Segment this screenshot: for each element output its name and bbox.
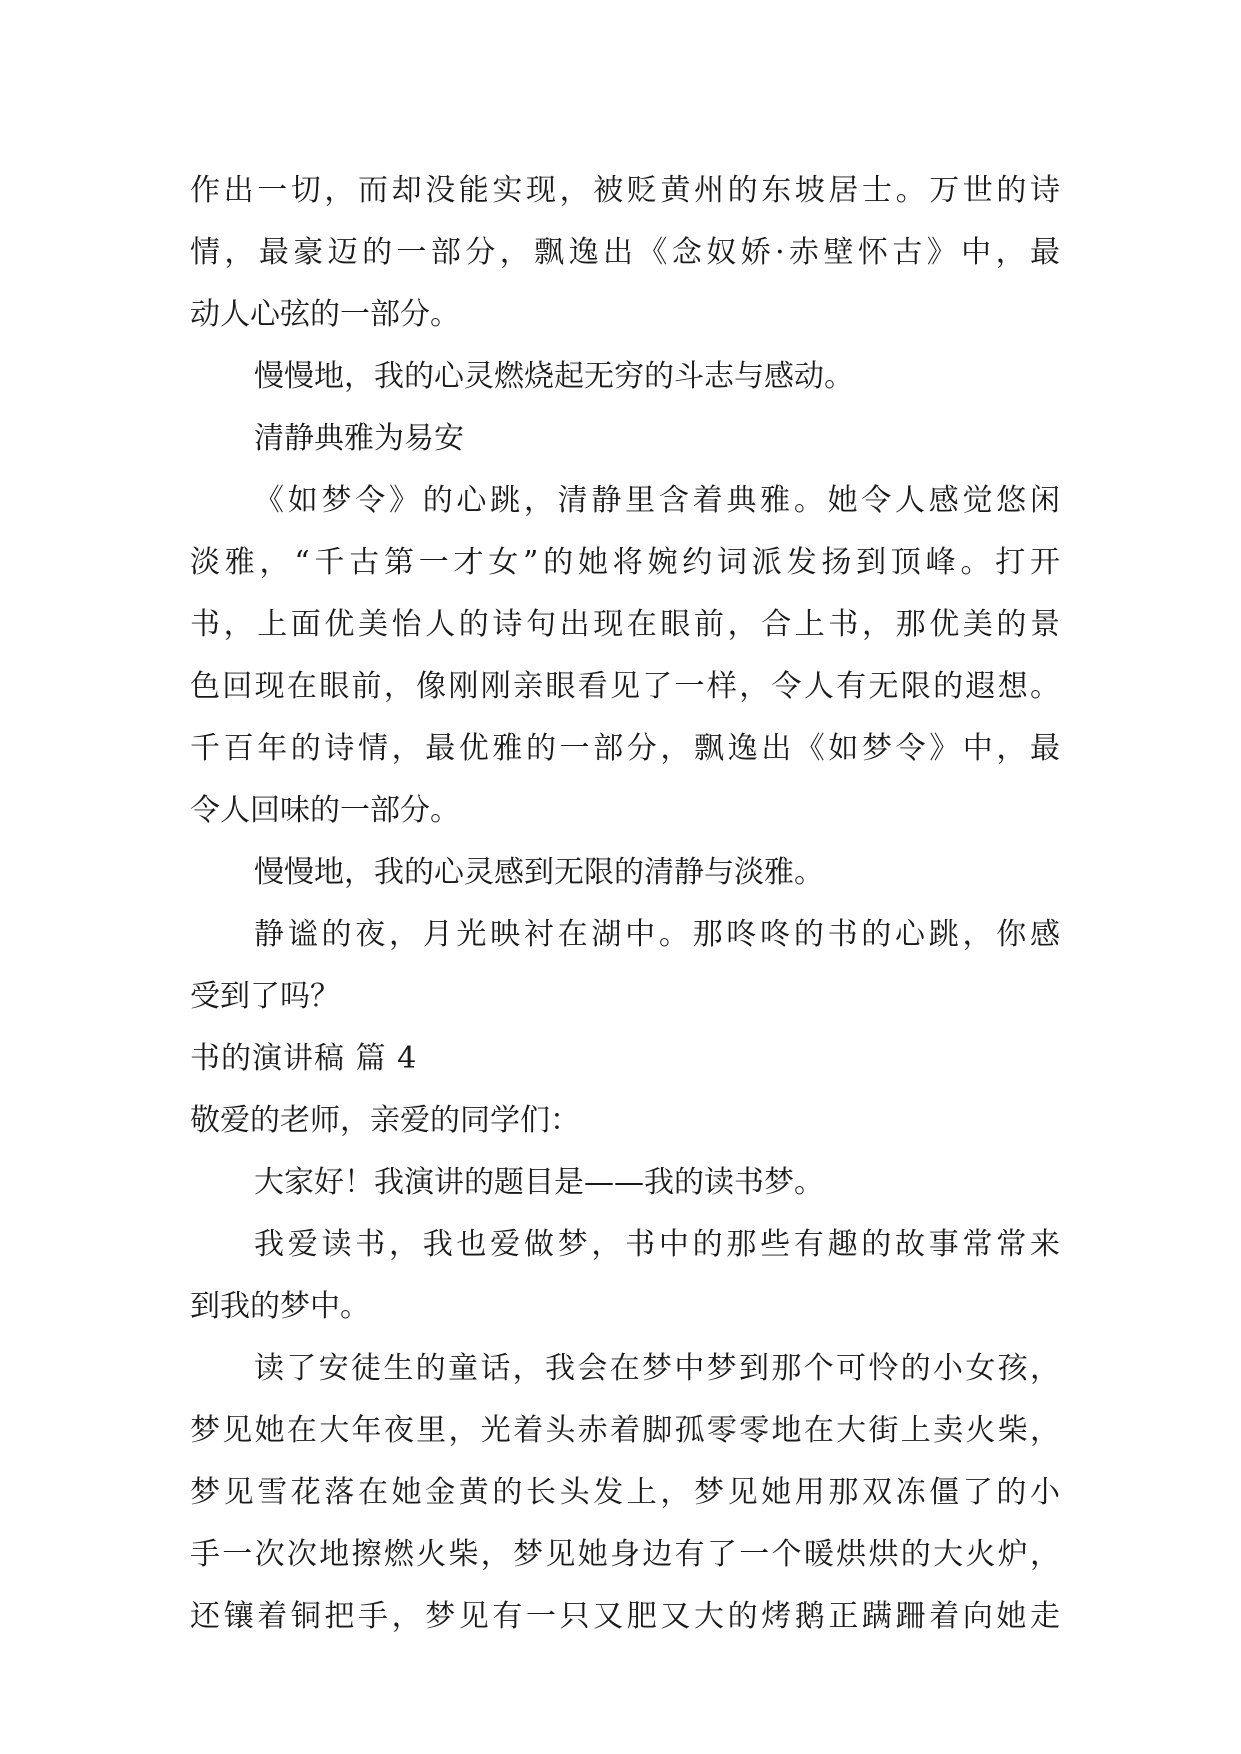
text-line: 受到了吗？ (190, 979, 340, 1014)
document-page (190, 160, 1060, 1648)
text-line: 梦见她在大年夜里，光着头赤着脚孤零零地在大街上卖火柴， (190, 1413, 1060, 1448)
text-line: 色回现在眼前，像刚刚亲眼看见了一样，令人有无限的遐想。 (190, 669, 1060, 704)
text-line: 还镶着铜把手，梦见有一只又肥又大的烤鹅正蹒跚着向她走 (190, 1599, 1060, 1634)
text-line: 动人心弦的一部分。 (190, 297, 460, 332)
text-line: 梦见雪花落在她金黄的长头发上，梦见她用那双冻僵了的小 (190, 1475, 1060, 1510)
text-line: 淡雅，“千古第一才女”的她将婉约词派发扬到顶峰。打开 (190, 545, 1060, 580)
text-line: 《如梦令》的心跳，清静里含着典雅。她令人感觉悠闲 (254, 483, 1060, 518)
text-line: 读了安徒生的童话，我会在梦中梦到那个可怜的小女孩， (254, 1351, 1060, 1386)
text-line: 静谧的夜，月光映衬在湖中。那咚咚的书的心跳，你感 (254, 917, 1060, 952)
text-line: 千百年的诗情，最优雅的一部分，飘逸出《如梦令》中，最 (190, 731, 1060, 766)
text-line: 书，上面优美怡人的诗句出现在眼前，合上书，那优美的景 (190, 607, 1060, 642)
text-line: 我爱读书，我也爱做梦，书中的那些有趣的故事常常来 (254, 1227, 1060, 1262)
text-line: 到我的梦中。 (190, 1289, 370, 1324)
section-heading: 书的演讲稿 篇 4 (190, 1041, 418, 1076)
text-line: 大家好！我演讲的题目是——我的读书梦。 (254, 1165, 824, 1200)
text-line: 情，最豪迈的一部分，飘逸出《念奴娇·赤壁怀古》中，最 (190, 235, 1060, 270)
text-line: 手一次次地擦燃火柴，梦见她身边有了一个暖烘烘的大火炉， (190, 1537, 1060, 1572)
section-subtitle: 清静典雅为易安 (254, 421, 464, 456)
text-line: 作出一切，而却没能实现，被贬黄州的东坡居士。万世的诗 (190, 173, 1060, 208)
text-line: 慢慢地，我的心灵感到无限的清静与淡雅。 (254, 855, 824, 890)
salutation: 敬爱的老师，亲爱的同学们： (190, 1103, 580, 1138)
text-line: 慢慢地，我的心灵燃烧起无穷的斗志与感动。 (254, 359, 854, 394)
text-line: 令人回味的一部分。 (190, 793, 460, 828)
